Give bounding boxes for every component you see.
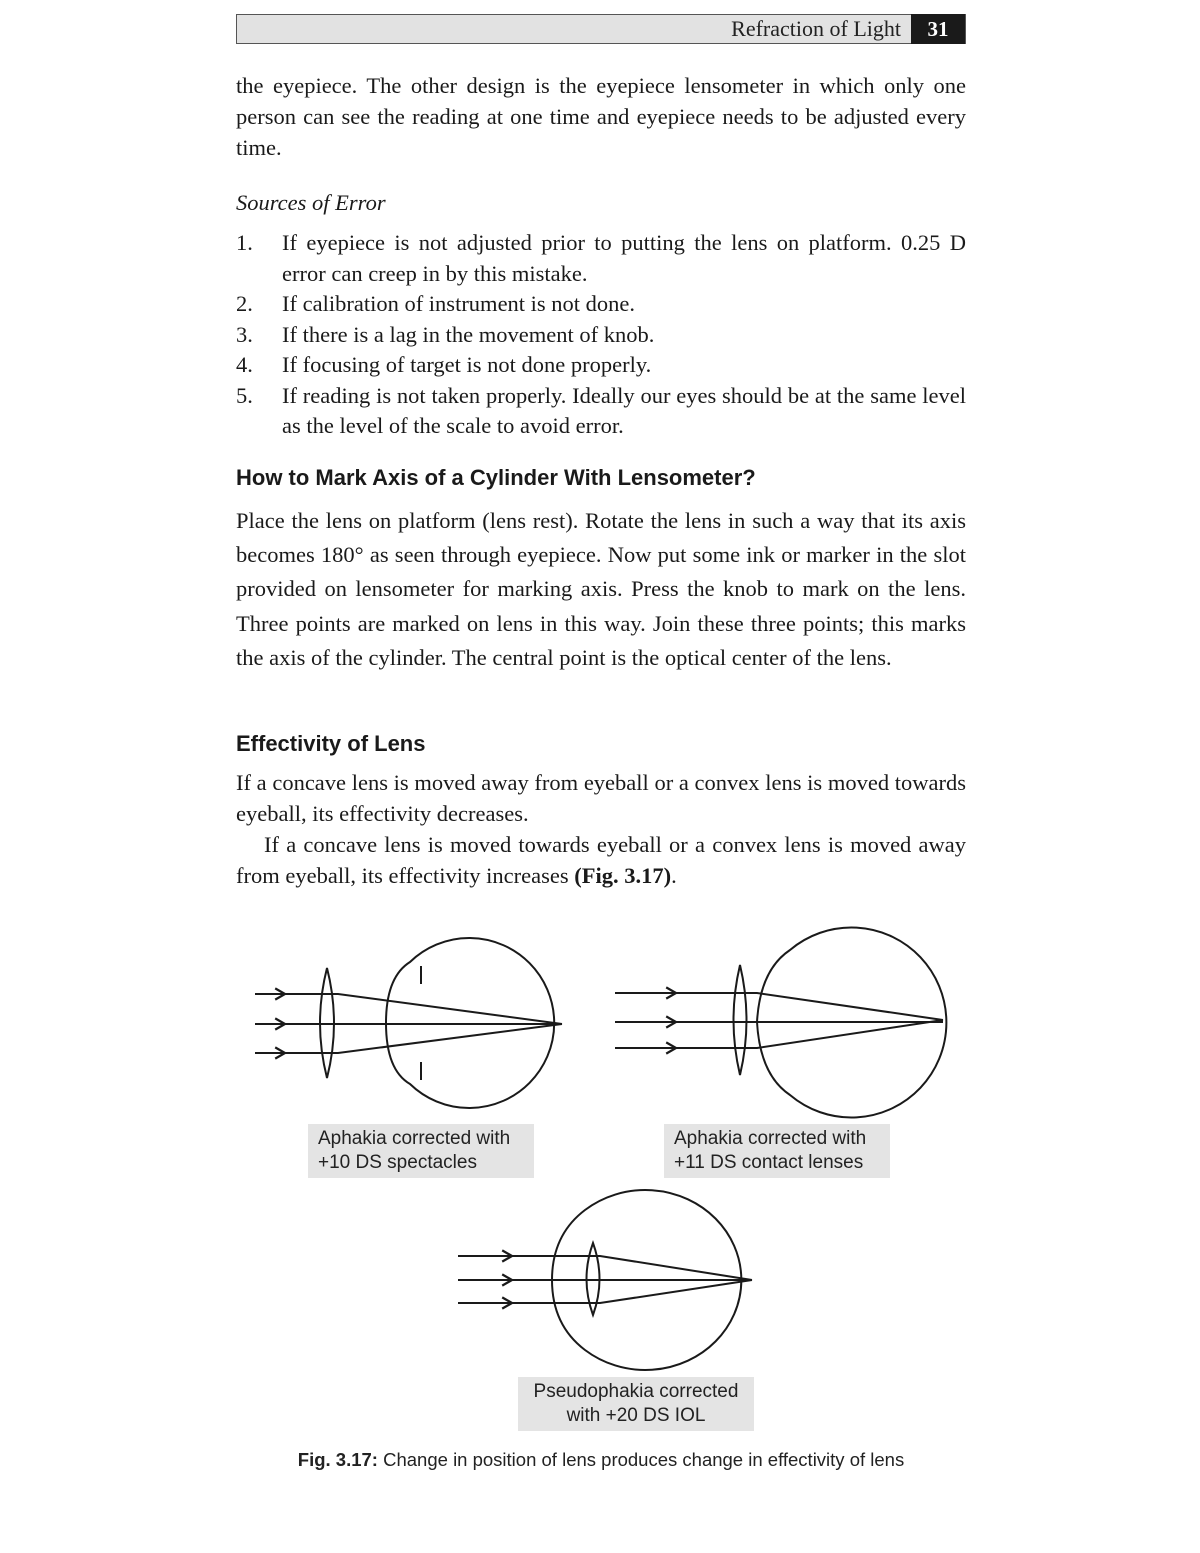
caption-line: +10 DS spectacles [318, 1152, 477, 1173]
eye-contact-lens-diagram [615, 928, 946, 1118]
figure-reference: (Fig. 3.17) [574, 863, 672, 888]
contact-lens [734, 965, 747, 1075]
sources-of-error-title: Sources of Error [236, 190, 386, 215]
item-text: If there is a lag in the movement of knob. [282, 321, 655, 347]
caption-spectacles [308, 1124, 534, 1178]
paragraph-end: . [671, 863, 677, 888]
figure-label: Fig. 3.17: [297, 1449, 378, 1470]
light-rays [255, 994, 562, 1053]
item-text: If reading is not taken properly. Ideally our eyes should be at the same level as the level of the scale to avoid error. [282, 382, 966, 438]
chapter-title: Refraction of Light [731, 16, 901, 41]
caption-line: +11 DS contact lenses [674, 1152, 864, 1173]
page-number: 31 [911, 14, 965, 44]
item-number: 5. [236, 382, 253, 408]
figure-caption [236, 1449, 966, 1471]
eye-spectacles-diagram [255, 938, 562, 1108]
effectivity-paragraph-1: If a concave lens is moved away from eyeball or a convex lens is moved towards eyeball, its effectivity decreases. [236, 770, 966, 826]
light-rays [458, 1256, 752, 1303]
item-text: If calibration of instrument is not done. [282, 291, 636, 316]
light-rays [615, 993, 943, 1048]
caption-line: Aphakia corrected with [318, 1128, 511, 1149]
section-heading-axis: How to Mark Axis of a Cylinder With Lensometer? [236, 465, 756, 490]
item-text: If focusing of target is not done properly. [282, 352, 652, 377]
caption-line: with +20 DS IOL [566, 1405, 706, 1426]
item-number: 2. [236, 291, 253, 316]
item-text: If eyepiece is not adjusted prior to putting the lens on platform. 0.25 D error can creep in by this mistake. [282, 230, 966, 286]
figure-caption-text: Change in position of lens produces change in effectivity of lens [377, 1449, 905, 1470]
axis-paragraph: Place the lens on platform (lens rest). Rotate the lens in such a way that its axis becomes 180° as seen through eyepiece. Now put some ink or marker in the slot provided on lensometer for marking axis. Press the knob to mark on the lens. Three points are marked on lens in this way. Join these three points; this marks the axis of the cylinder. The central point is the optical center of the lens. [236, 508, 966, 670]
caption-line: Pseudophakia corrected [533, 1381, 739, 1402]
intro-paragraph: the eyepiece. The other design is the eyepiece lensometer in which only one person can see the reading at one time and eyepiece needs to be adjusted every time. [236, 73, 966, 160]
paragraph-text: If a concave lens is moved towards eyeball or a convex lens is moved away from eyeball, its effectivity increases [236, 832, 966, 888]
caption-iol [518, 1377, 754, 1431]
caption-line: Aphakia corrected with [674, 1128, 867, 1149]
eye-iol-diagram [458, 1190, 752, 1370]
item-number: 4. [236, 352, 253, 377]
section-heading-effectivity: Effectivity of Lens [236, 731, 426, 756]
item-number: 1. [236, 230, 253, 255]
item-number: 3. [236, 321, 253, 347]
caption-contact-lenses [664, 1124, 890, 1178]
